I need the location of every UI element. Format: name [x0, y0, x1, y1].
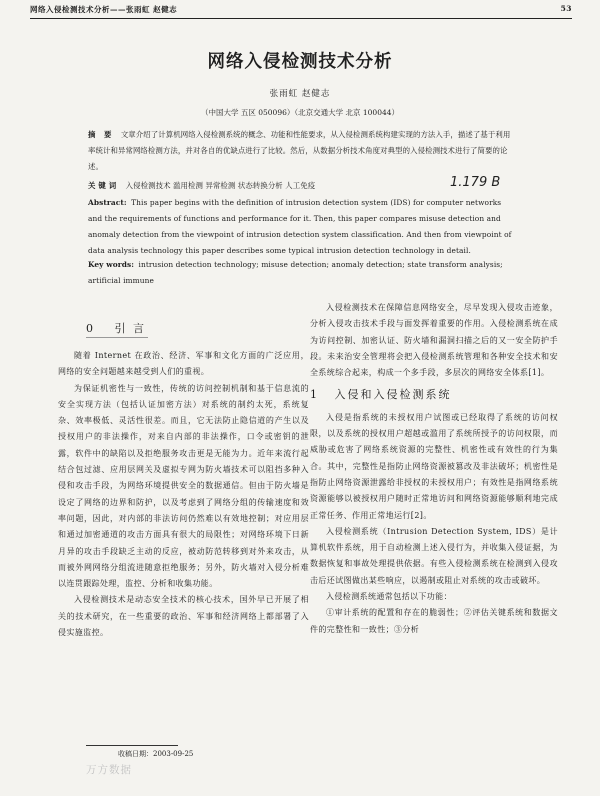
keywords-zh-text: 入侵检测技术 滥用检测 异常检测 状态转换分析 人工免疫 — [125, 181, 316, 190]
paper-authors: 张雨虹 赵健志 — [269, 89, 331, 99]
section-1-heading — [310, 387, 558, 403]
page-number: 53 — [560, 4, 572, 13]
keywords-zh-label: 关键词 — [88, 181, 120, 190]
paper-title: 网络入侵检测技术分析 — [207, 52, 393, 72]
section-1-number: 1 — [310, 388, 319, 402]
section-0-title: 引 言 — [114, 322, 146, 335]
watermark: 万方数据 — [86, 764, 132, 776]
abstract-zh-label: 摘 要 — [88, 130, 115, 139]
section-0-heading — [86, 320, 146, 336]
paper-affiliation: （中国大学 五区 050096）（北京交通大学 北京 100044） — [200, 108, 400, 117]
received-date-footnote: 收稿日期：2003-09-25 — [118, 750, 194, 758]
section-1-paragraph: 入侵检测系统通常包括以下功能： — [326, 592, 452, 602]
keywords-en-label: Key words: — [88, 260, 135, 269]
section-1-paragraph: 入侵是指系统的未授权用户试图或已经取得了系统的访问权限，以及系统的授权用户超越或滥用了系统所授予的访问权限，而威胁或危害了网络系统资源的完整性、机密性或有效性的行为集合。其中，完整性是指防止网络资源被篡改及非法破坏；机密性是指防止网络资源泄露给非授权的未授权用户；有效性是指网络系统资源能够以被授权用户随时正常地访问和网络资源能够顺利地完成正常任务、作用正常地运行[2]。 — [310, 412, 558, 520]
left-column — [58, 348, 309, 641]
section-1-paragraph: 入侵检测系统（Intrusion Detection System, IDS）是计算机软件系统，用于自动检测上述入侵行为，并收集入侵证据，为数据恢复和事故处理提供依据。有些入侵检测系统在检测到入侵攻击后还试图做出某些响应，以遏制或阻止对系统的攻击或破坏。 — [310, 526, 558, 585]
running-head-title: 网络入侵检测技术分析——张雨虹 赵健志 — [30, 5, 178, 14]
running-head — [30, 4, 572, 19]
keywords-en-text: intrusion detection technology; misuse detection; anomaly detection; state transform analysis; artificial immune — [88, 260, 503, 285]
abstract-en-text: This paper begins with the definition of intrusion detection system (IDS) for computer networks and the requirements of functions and performance for it. Then, this paper compares misuse detection and anomaly detection from the viewpoint of intrusion detection system classification. And then from viewpoint of data analysis technology this paper describes some typical intrusion detection technology in detail. — [88, 198, 512, 255]
abstract-en-label: Abstract: — [88, 198, 127, 207]
section-0-number: 0 — [86, 322, 95, 335]
section-1-title: 入侵和入侵检测系统 — [334, 388, 452, 402]
abstract-zh-text: 文章介绍了计算机网络入侵检测系统的概念、功能和性能要求，从入侵检测系统构建实现的方法入手，描述了基于利用率统计和异常网络检测方法，并对各自的优缺点进行了比较。然后，从数据分析技术角度对典型的入侵检测技术进行了简要的论述。 — [88, 130, 511, 171]
section-0-rule — [86, 337, 148, 338]
abstract-en — [88, 195, 515, 259]
section-1-paragraph: ①审计系统的配置和存在的脆弱性；②评估关键系统和数据文件的完整性和一致性；③分析 — [310, 608, 558, 634]
intro-continued-paragraph: 入侵检测技术在保障信息网络安全，尽早发现入侵攻击迹象，分析入侵攻击技术手段与面发挥着重要的作用。入侵检测系统在成为访问控制、加密认证、防火墙和漏洞扫描之后的又一安全防护手段。未来治安全管理将会把入侵检测系统管理和各种安全技术和安全系统综合起来，构成一个多手段，多层次的网络安全体系[1]。 — [310, 303, 558, 378]
section-0-paragraph: 入侵检测技术是动态安全技术的核心技术，国外早已开展了相关的技术研究，在一些重要的政治、军事和经济网络上都部署了入侵实施监控。 — [58, 595, 309, 638]
right-column — [310, 300, 558, 638]
handwritten-clc-mark: 1.179 B — [450, 175, 501, 190]
abstract-zh — [88, 127, 515, 175]
section-0-paragraph: 为保证机密性与一致性，传统的访问控制机制和基于信息流的安全实现方法（包括认证加密方法）对系统的制约太死，系统复杂、效率极低、灵活性很差。而且，它无法防止隐信道的产生以及授权用户的非法操作，对来自内部的非法操作，口令或密钥的泄露，软件中的缺陷以及拒绝服务攻击更是无能为力。近年来流行起结合包过滤、应用层网关及虚拟专网为防火墙技术可以阻挡多种入侵和攻击手段，为网络环境提供安全的数据通信。但由于防火墙是设定了网络的边界和防护，以及考虑到了网络分组的传输速度和效率问题，因此，对内部的非法访问仍然难以有效地控制；对应用层和通过加密通道的攻击方面具有很大的局限性；对网络环境下日新月异的攻击手段缺乏主动的反应，被动防范转移到对外来攻击，从而被外网网络分组流进随意拒绝服务；另外，防火墙对入侵分析难以连贯跟踪处理，监控、分析和收集功能。 — [58, 383, 309, 589]
keywords-en — [88, 257, 515, 289]
footnote-rule — [86, 745, 178, 746]
section-0-paragraph: 随着 Internet 在政治、经济、军事和文化方面的广泛应用，网络的安全问题越来越受到人们的重视。 — [58, 351, 309, 377]
